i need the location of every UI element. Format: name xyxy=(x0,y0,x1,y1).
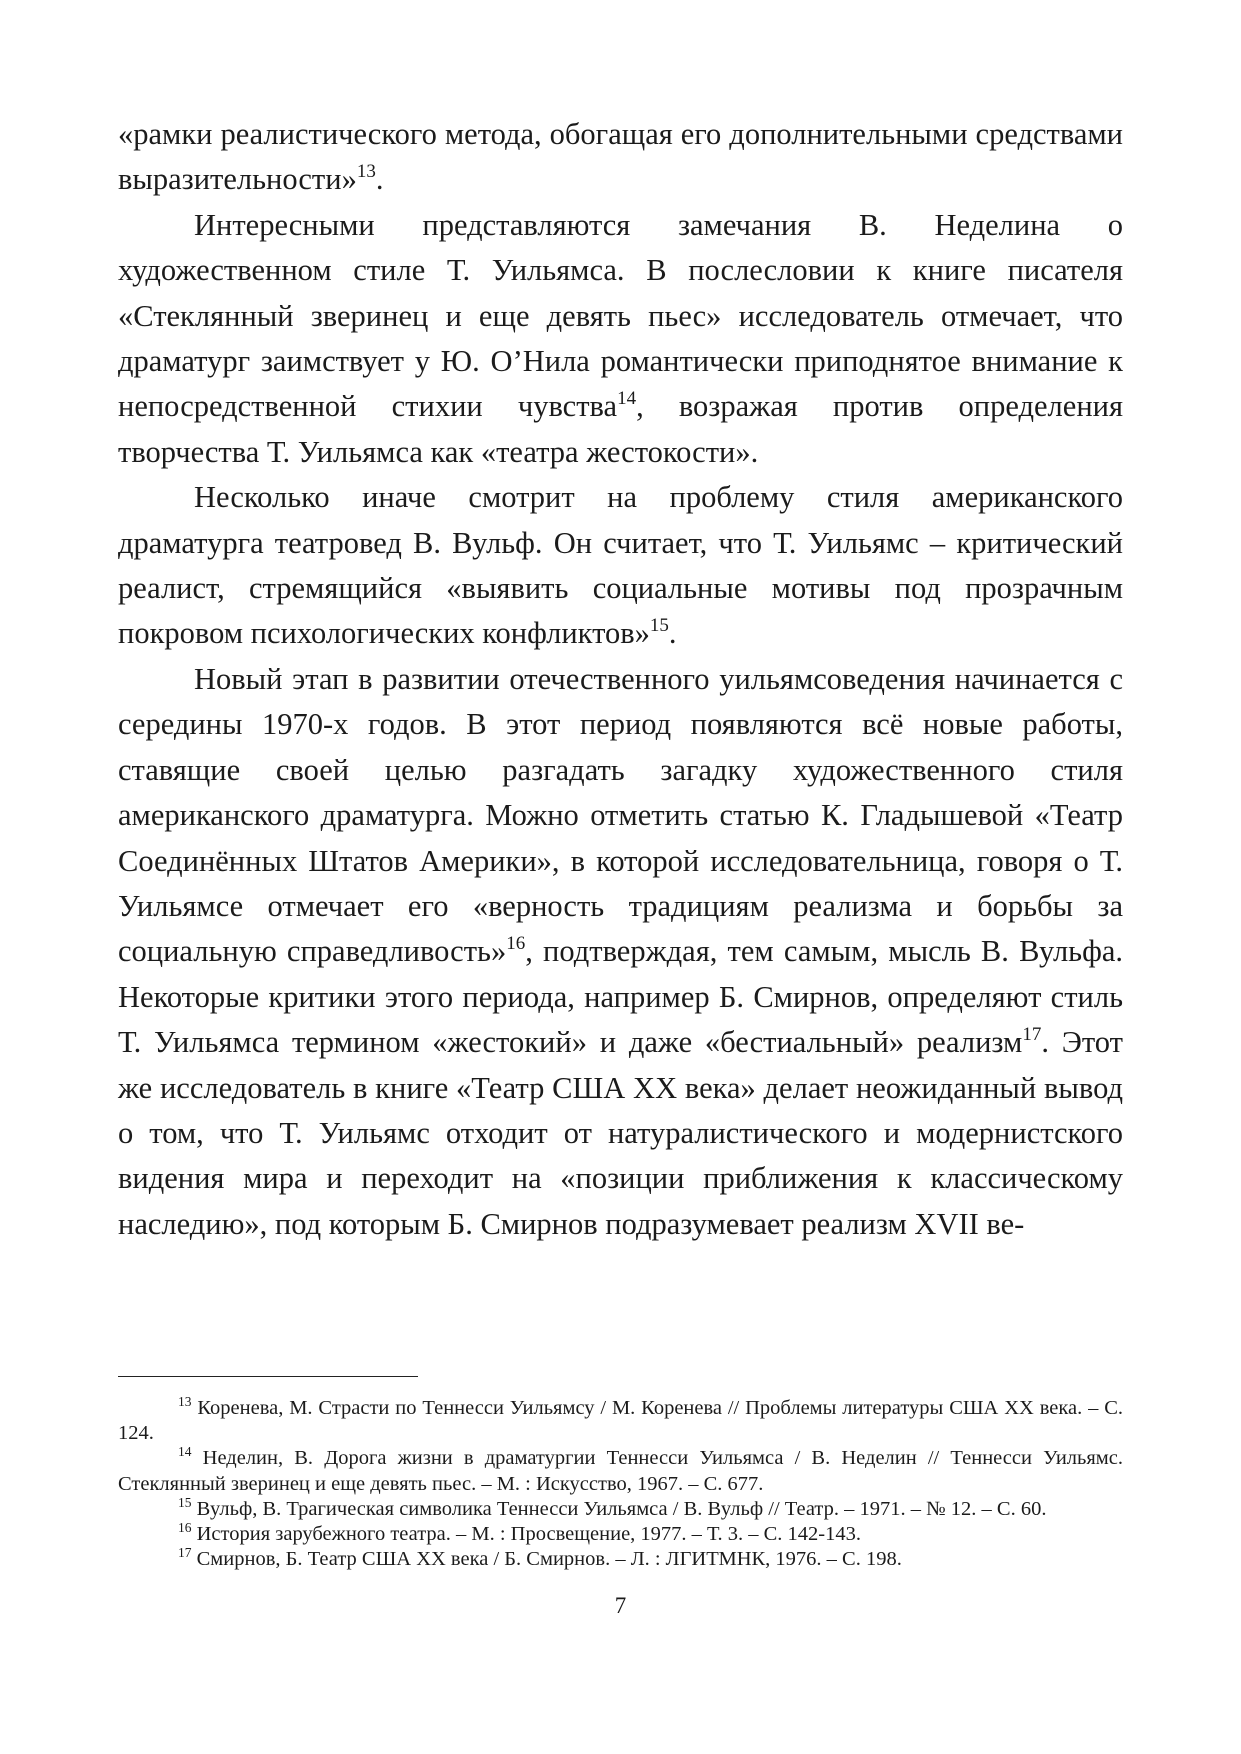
paragraph-2 xyxy=(118,203,1123,475)
footnote-ref-16[interactable]: 16 xyxy=(506,933,526,955)
footnote-text: Неделин, В. Дорога жизни в драматургии Теннесси Уильямса / В. Неделин // Теннесси Уильямс. Стеклянный зверинец и еще девять пьес. – М. : Искусство, 1967. – С. 677. xyxy=(118,1447,1123,1495)
footnote-text: Вульф, В. Трагическая символика Теннесси Уильямса / В. Вульф // Театр. – 1971. – № 12. – С. 60. xyxy=(196,1497,1047,1520)
page-number: 7 xyxy=(614,1593,627,1618)
footnote-ref-15[interactable]: 15 xyxy=(649,615,669,637)
footnote-13 xyxy=(118,1396,1123,1446)
paragraph-tail: . xyxy=(375,162,384,197)
footnote-16 xyxy=(118,1522,1123,1547)
footnote-number: 17 xyxy=(178,1545,192,1561)
footnote-14 xyxy=(118,1446,1123,1496)
paragraph-tail: . Этот же исследователь в книге «Театр США XX века» делает неожиданный вывод о том, что Т. Уильямс отходит от натуралистического и модернистского видения мира и переходит на «позиции приближения к классическому наследию», под которым Б. Смирнов подразумевает реализм XVII ве- xyxy=(118,1025,1123,1241)
main-text xyxy=(118,112,1123,1247)
footnote-17 xyxy=(118,1547,1123,1572)
footnote-separator xyxy=(118,1376,418,1377)
paragraph-3 xyxy=(118,475,1123,657)
footnote-text: Смирнов, Б. Театр США XX века / Б. Смирнов. – Л. : ЛГИТМНК, 1976. – С. 198. xyxy=(196,1548,902,1571)
footnote-number: 14 xyxy=(178,1444,192,1460)
paragraph-tail: . xyxy=(668,616,677,651)
footnote-ref-17[interactable]: 17 xyxy=(1022,1024,1042,1046)
paragraph-1 xyxy=(118,112,1123,203)
paragraph-text: Интересными представляются замечания В. Неделина о художественном стиле Т. Уильямса. В послесловии к книге писателя «Стеклянный зверинец и еще девять пьес» исследователь отмечает, что драматург заимствует у Ю. О’Нила романтически приподнятое внимание к непосредственной стихии чувства xyxy=(118,207,1123,424)
paragraph-4 xyxy=(118,657,1123,1247)
footnote-number: 15 xyxy=(178,1494,192,1510)
footnote-number: 16 xyxy=(178,1520,192,1536)
footnote-ref-13[interactable]: 13 xyxy=(356,161,376,183)
footnote-15 xyxy=(118,1494,1123,1522)
paragraph-text: «рамки реалистического метода, обогащая его дополнительными средствами выразительности» xyxy=(118,117,1123,197)
paragraph-tail: , подтверждая, тем самым, мысль В. Вульфа. Некоторые критики этого периода, например Б. Смирнов, определяют стиль Т. Уильямса термином «жестокий» и даже «бестиальный» реализм xyxy=(118,934,1123,1060)
paragraph-text: Новый этап в развитии отечественного уильямсоведения начинается с середины 1970-х годов. В этот период появляются всё новые работы, ставящие своей целью разгадать загадку художественного стиля американского драматурга. Можно отметить статью К. Гладышевой «Театр Соединённых Штатов Америки», в которой исследовательница, говоря о Т. Уильямсе отмечает его «верность традициям реализма и борьбы за социальную справедливость» xyxy=(118,661,1123,969)
paragraph-text: Несколько иначе смотрит на проблему стиля американского драматурга театровед В. Вульф. Он считает, что Т. Уильямс – критический реалист, стремящийся «выявить социальные мотивы под прозрачным покровом психологических конфликтов» xyxy=(118,480,1123,651)
footnote-text: Коренева, М. Страсти по Теннесси Уильямсу / М. Коренева // Проблемы литературы США XX века. – С. 124. xyxy=(118,1397,1123,1445)
footnotes xyxy=(118,1396,1123,1572)
footnote-text: История зарубежного театра. – М. : Просвещение, 1977. – Т. 3. – С. 142-143. xyxy=(196,1523,862,1546)
footnote-ref-14[interactable]: 14 xyxy=(617,388,637,410)
paragraph-tail: , возражая против определения творчества Т. Уильямса как «театра жестокости». xyxy=(118,389,1123,469)
footnote-number: 13 xyxy=(178,1394,192,1409)
